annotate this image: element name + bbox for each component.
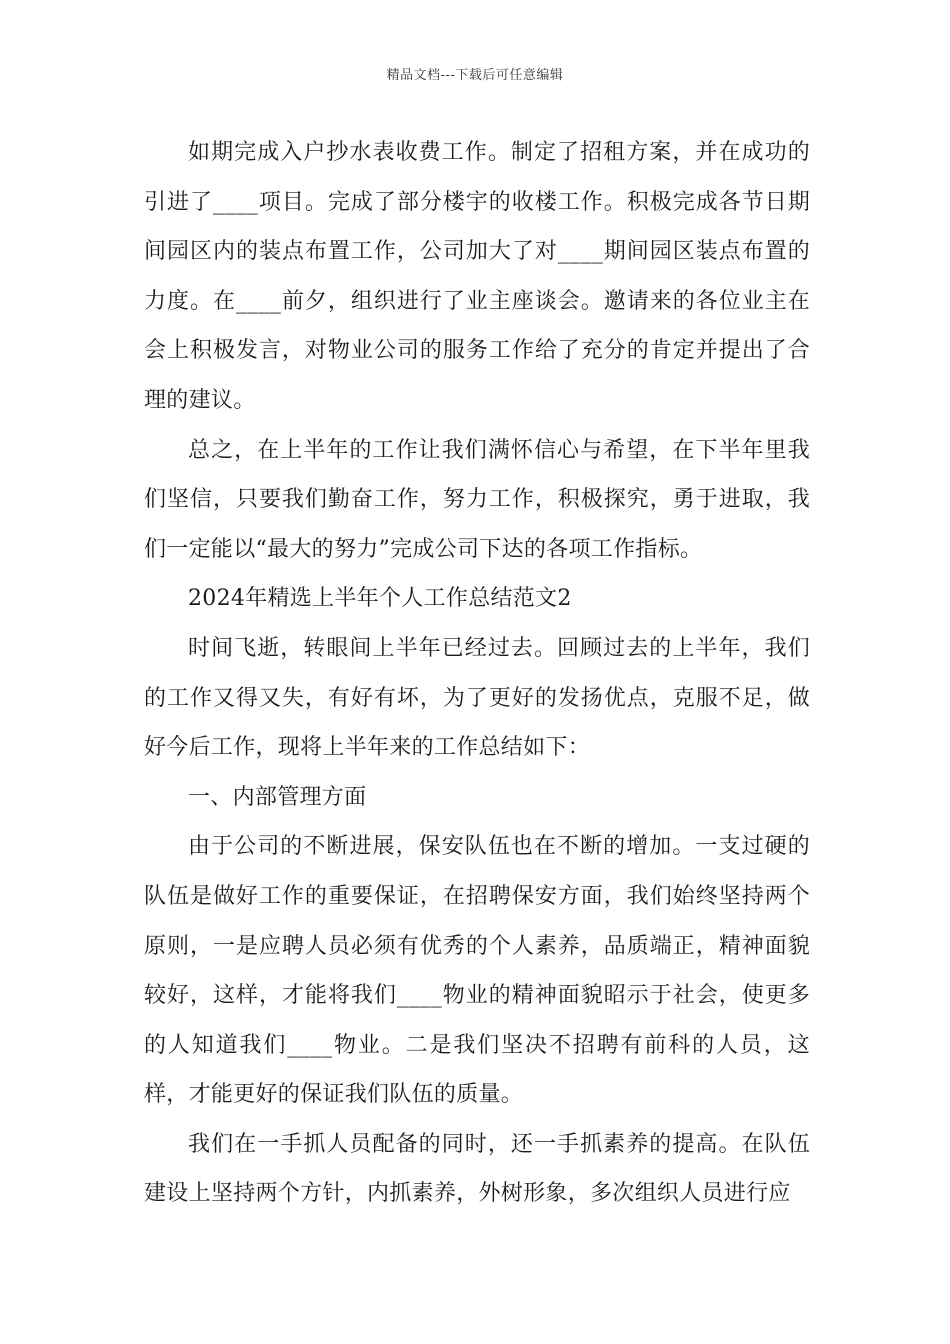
document-body — [144, 128, 810, 1219]
subsection-heading: 一、内部管理方面 — [188, 784, 367, 810]
paragraph-summary-work: 如期完成入户抄水表收费工作。制定了招租方案，并在成功的引进了____项目。完成了部分楼宇的收楼工作。积极完成各节日期间园区内的装点布置工作，公司加大了对____期间园区装点布置的力度。在____前夕，组织进行了业主座谈会。邀请来的各位业主在会上积极发言，对物业公司的服务工作给了充分的肯定并提出了合理的建议。 — [144, 140, 810, 413]
paragraph-intro: 时间飞逝，转眼间上半年已经过去。回顾过去的上半年，我们的工作又得又失，有好有坏，为了更好的发扬优点，克服不足，做好今后工作，现将上半年来的工作总结如下： — [144, 635, 810, 761]
paragraph-training: 我们在一手抓人员配备的同时，还一手抓素养的提高。在队伍建设上坚持两个方针，内抓素养，外树形象，多次组织人员进行应 — [144, 1131, 810, 1207]
section-title: 2024年精选上半年个人工作总结范文2 — [188, 586, 572, 612]
paragraph-recruitment: 由于公司的不断进展，保安队伍也在不断的增加。一支过硬的队伍是做好工作的重要保证，在招聘保安方面，我们始终坚持两个原则，一是应聘人员必须有优秀的个人素养，品质端正，精神面貌较好，这样，才能将我们____物业的精神面貌昭示于社会，使更多的人知道我们____物业。二是我们坚决不招聘有前科的人员，这样，才能更好的保证我们队伍的质量。 — [144, 834, 810, 1108]
page-header: 精品文档---下载后可任意编辑 — [386, 68, 564, 83]
paragraph-conclusion: 总之，在上半年的工作让我们满怀信心与希望，在下半年里我们坚信，只要我们勤奋工作，努力工作，积极探究，勇于进取，我们一定能以“最大的努力”完成公司下达的各项工作指标。 — [144, 437, 810, 562]
